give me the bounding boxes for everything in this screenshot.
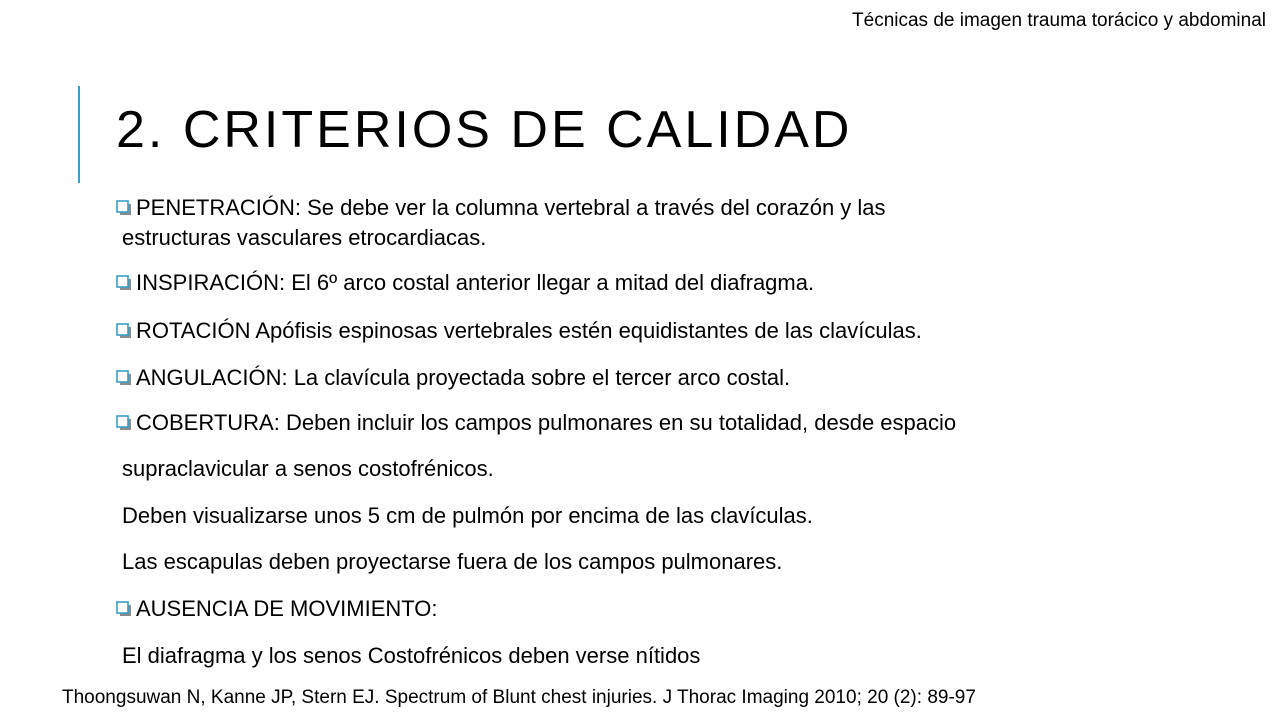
bullet-angulacion [116, 367, 790, 389]
bullet-angulacion-text: ANGULACIÓN: La clavícula proyectada sobre el tercer arco costal. [136, 365, 791, 390]
bullet-penetracion-text: PENETRACIÓN: Se debe ver la columna vertebral a través del corazón y las [136, 195, 886, 220]
bullet-movimiento-text: AUSENCIA DE MOVIMIENTO: [136, 596, 438, 621]
bullet-penetracion-continuation: estructuras vasculares etrocardiacas. [122, 225, 487, 250]
checkbox-square-icon [116, 601, 132, 617]
bullet-penetracion [116, 197, 886, 219]
bullet-cobertura-text: COBERTURA: Deben incluir los campos pulmonares en su totalidad, desde espacio [136, 410, 957, 435]
cobertura-line-2: supraclavicular a senos costofrénicos. [122, 456, 494, 481]
bullet-rotacion [116, 320, 922, 342]
bullet-rotacion-text: ROTACIÓN Apófisis espinosas vertebrales estén equidistantes de las clavículas. [136, 318, 922, 343]
title-accent-bar [78, 86, 80, 183]
checkbox-square-icon [116, 370, 132, 386]
slide-title: 2. CRITERIOS DE CALIDAD [116, 101, 853, 159]
checkbox-square-icon [116, 415, 132, 431]
movimiento-line-2: El diafragma y los senos Costofrénicos deben verse nítidos [122, 643, 701, 668]
slide-header: Técnicas de imagen trauma torácico y abdominal [852, 10, 1266, 31]
bullet-inspiracion [116, 272, 814, 294]
reference-citation: Thoongsuwan N, Kanne JP, Stern EJ. Spectrum of Blunt chest injuries. J Thorac Imaging 2010; 20 (2): 89-97 [62, 687, 976, 708]
checkbox-square-icon [116, 200, 132, 216]
checkbox-square-icon [116, 275, 132, 291]
bullet-movimiento [116, 598, 438, 620]
checkbox-square-icon [116, 323, 132, 339]
bullet-inspiracion-text: INSPIRACIÓN: El 6º arco costal anterior llegar a mitad del diafragma. [136, 270, 815, 295]
cobertura-line-4: Las escapulas deben proyectarse fuera de los campos pulmonares. [122, 549, 783, 574]
bullet-cobertura [116, 412, 956, 434]
cobertura-line-3: Deben visualizarse unos 5 cm de pulmón por encima de las clavículas. [122, 503, 813, 528]
